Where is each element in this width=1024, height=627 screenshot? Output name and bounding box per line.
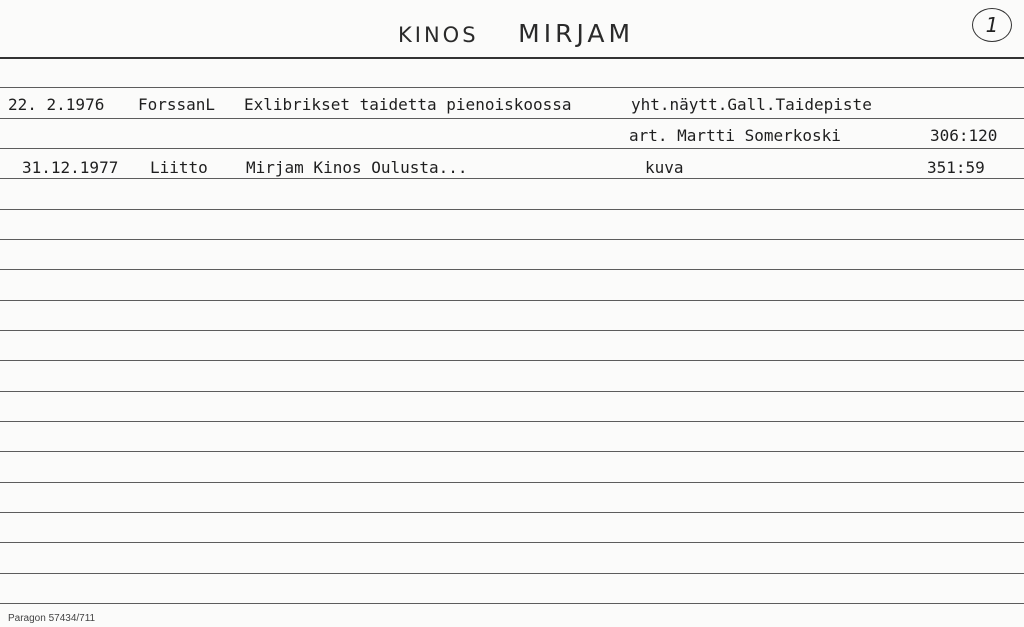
entry-date: 31.12.1977	[22, 158, 119, 177]
ruled-line	[0, 178, 1024, 179]
header-rule	[0, 57, 1024, 59]
ruled-line	[0, 482, 1024, 483]
ruled-line	[0, 269, 1024, 270]
ruled-line	[0, 300, 1024, 301]
entry-note: yht.näytt.Gall.Taidepiste	[631, 95, 872, 114]
ruled-line	[0, 603, 1024, 604]
ruled-line	[0, 239, 1024, 240]
ruled-line	[0, 573, 1024, 574]
entry-title: Mirjam Kinos Oulusta...	[246, 158, 468, 177]
ruled-line	[0, 512, 1024, 513]
ruled-line	[0, 148, 1024, 149]
entry-note: kuva	[645, 158, 684, 177]
printer-imprint: Paragon 57434/711	[8, 613, 96, 624]
ruled-line	[0, 421, 1024, 422]
ruled-line	[0, 209, 1024, 210]
entry-title: Exlibrikset taidetta pienoiskoossa	[244, 95, 572, 114]
entry-note-continued: art. Martti Somerkoski	[629, 126, 841, 145]
entry-ref: 306:120	[930, 126, 998, 145]
ruled-line	[0, 360, 1024, 361]
given-name: MIRJAM	[518, 19, 635, 48]
ruled-line	[0, 451, 1024, 452]
ruled-line	[0, 330, 1024, 331]
card-number-circled: 1	[972, 8, 1012, 42]
entry-date: 22. 2.1976	[8, 95, 105, 114]
entry-source: Liitto	[150, 158, 208, 177]
entry-source: ForssanL	[138, 95, 216, 114]
card-title	[398, 18, 634, 58]
entry-ref: 351:59	[927, 158, 985, 177]
ruled-line	[0, 118, 1024, 119]
surname: KINOS	[398, 23, 479, 47]
ruled-line	[0, 542, 1024, 543]
ruled-line	[0, 87, 1024, 88]
ruled-line	[0, 391, 1024, 392]
